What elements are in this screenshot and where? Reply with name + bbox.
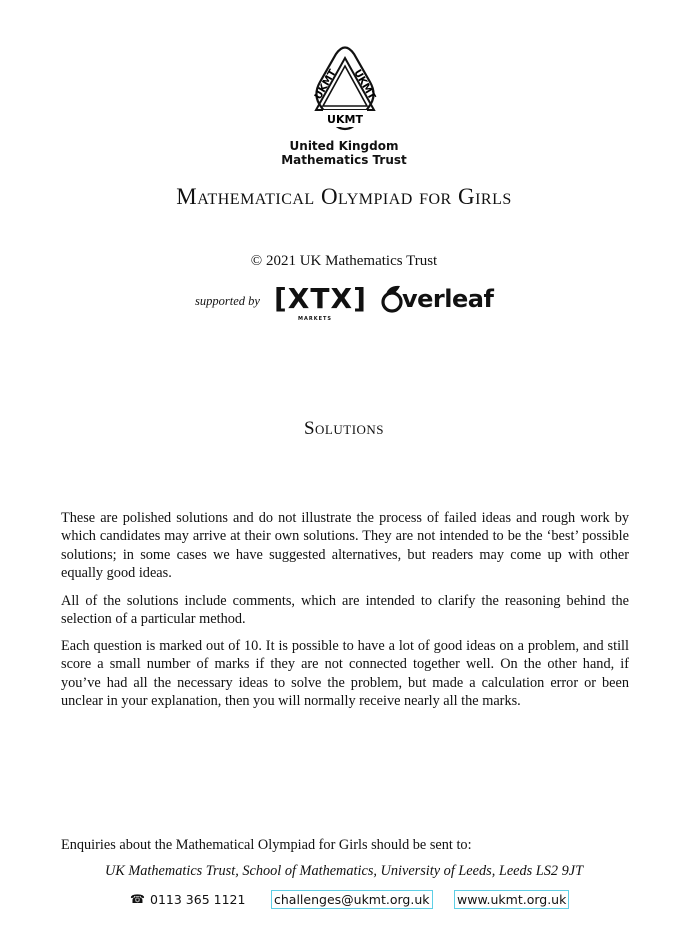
organisation-name-line2: Mathematics Trust	[281, 153, 407, 167]
supported-by-label: supported by	[195, 294, 260, 308]
postal-address: UK Mathematics Trust, School of Mathematics, University of Leeds, Leeds LS2 9JT	[104, 863, 584, 879]
xtx-logo-subtext: MARKETS	[298, 316, 332, 322]
xtx-logo-text: [XTX]	[274, 282, 367, 315]
marking-paragraph: Each question is marked out of 10. It is possible to have a lot of good ideas on a problem, and still score a small number of marks if they are not connected together well. On the other hand, if you’ve had all the necessary ideas to solve the problem, but made a calculation error or been unclear in your explanation, then you will normally receive nearly all the marks.	[61, 638, 629, 710]
ukmt-logo	[298, 44, 392, 134]
overleaf-logo-text: verleaf	[402, 285, 494, 313]
copyright-notice: © 2021 UK Mathematics Trust	[250, 253, 438, 269]
email-link[interactable]: challenges@ukmt.org.uk	[271, 890, 433, 909]
website-link[interactable]: www.ukmt.org.uk	[454, 890, 569, 909]
logo-text-right: UKMT	[351, 67, 378, 102]
document-title: Mathematical Olympiad for Girls	[176, 184, 512, 209]
xtx-markets-logo	[274, 282, 367, 325]
telephone-icon: ☎	[130, 892, 145, 906]
contact-row	[0, 890, 688, 910]
section-heading: Solutions	[303, 418, 385, 439]
organisation-name-line1: United Kingdom	[289, 139, 399, 153]
logo-text-bottom: UKMT	[327, 113, 363, 126]
phone-number: 0113 365 1121	[150, 892, 246, 907]
logo-text-left: UKMT	[312, 67, 339, 102]
comments-paragraph: All of the solutions include comments, which are intended to clarify the reasoning behind the selection of a particular method.	[61, 593, 629, 628]
enquiries-text: Enquiries about the Mathematical Olympiad for Girls should be sent to:	[61, 837, 472, 853]
intro-paragraph: These are polished solutions and do not illustrate the process of failed ideas and rough work by which candidates may arrive at their own solutions. They are not intended to be the ‘best’ possible solutions; in some cases we have suggested alternatives, but readers may come up with other equally good ideas.	[61, 510, 629, 582]
